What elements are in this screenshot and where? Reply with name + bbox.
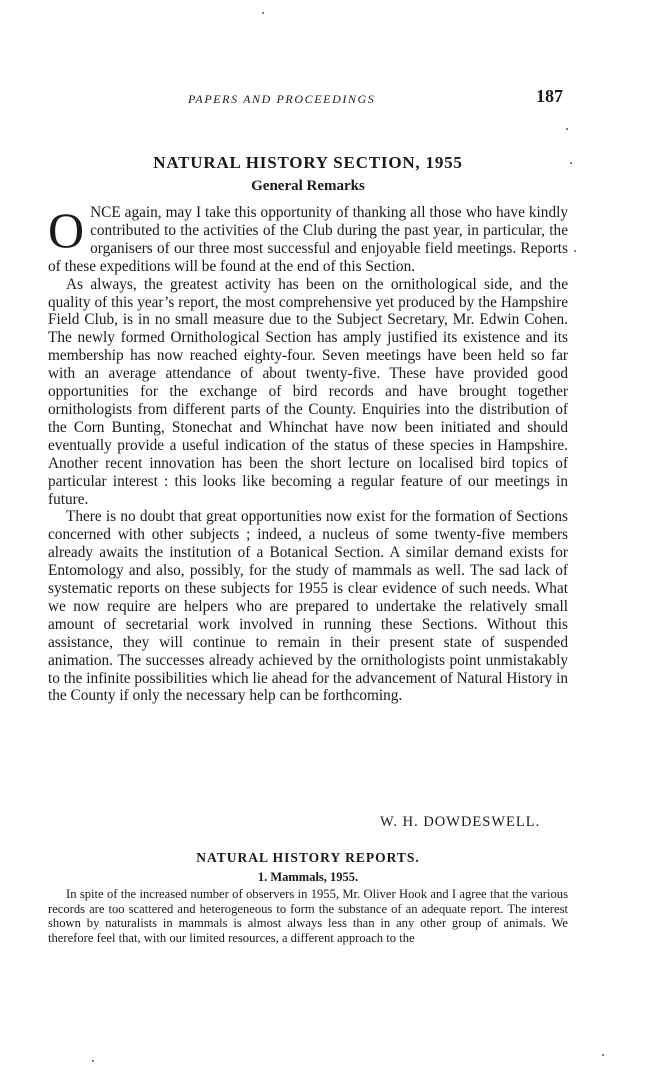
- scan-speck: [92, 1060, 94, 1062]
- reports-title: NATURAL HISTORY REPORTS.: [196, 850, 420, 865]
- reports-paragraph: In spite of the increased number of observers in 1955, Mr. Oliver Hook and I agree that the various records are too scattered and heterogeneous to form the substance of an adequate report. The interest shown by naturalists in mammals is almost always less than in any other group of animals. We therefore feel that, with our limited resources, a different approach to the: [48, 887, 568, 945]
- scan-speck: [262, 12, 264, 14]
- scan-speck: [570, 162, 572, 164]
- drop-cap: O: [48, 202, 85, 258]
- scan-speck: [602, 1054, 604, 1056]
- section-title: NATURAL HISTORY SECTION, 1955: [153, 153, 463, 172]
- section-subtitle: General Remarks: [251, 178, 365, 194]
- running-head: PAPERS AND PROCEEDINGS: [188, 92, 376, 106]
- reports-body: [48, 887, 568, 945]
- page-number: 187: [536, 86, 563, 106]
- paragraph-3: There is no doubt that great opportunities now exist for the formation of Sections concerned with other subjects ; indeed, a nucleus of some twenty-five members already awaits the institution of a Botanical Section. A similar demand exists for Entomology and also, possibly, for the study of mammals as well. The sad lack of systematic reports on these subjects for 1955 is clear evidence of such needs. What we now require are helpers who are prepared to undertake the relatively small amount of secretarial work involved in running these Sections. Without this assistance, they will continue to remain in their present state of suspended animation. The successes already achieved by the ornithologists point unmistakably to the infinite possibilities which lie ahead for the advancement of Natural History in the County if only the necessary help can be forthcoming.: [48, 508, 568, 705]
- paragraph-1-text: NCE again, may I take this opportunity of thanking all those who have kindly contributed to the activities of the Club during the past year, in particular, the organisers of our three most successful and enjoyable field meetings. Reports of these expeditions will be found at the end of this Section.: [48, 204, 568, 275]
- paragraph-1: [48, 204, 568, 276]
- scan-speck: [566, 128, 568, 130]
- scan-speck: [574, 250, 576, 252]
- reports-subtitle: 1. Mammals, 1955.: [257, 870, 359, 884]
- paragraph-2: As always, the greatest activity has been on the ornithological side, and the quality of this year’s report, the most comprehensive yet produced by the Hampshire Field Club, is in no small measure due to the Subject Secretary, Mr. Edwin Cohen. The newly formed Ornithological Section has amply justified its existence and its membership has now reached eighty-four. Seven meetings have been held so far with an average attendance of about twenty-five. These have provided good opportunities for the exchange of bird records and have brought together ornithologists from different parts of the County. Enquiries into the distribution of the Corn Bunting, Stonechat and Whinchat have now been initiated and should eventually provide a useful indication of the status of these species in Hampshire. Another recent innovation has been the short lecture on localised bird topics of particular interest : this looks like becoming a regular feature of our meetings in future.: [48, 275, 568, 508]
- section-body: [48, 204, 568, 705]
- signature: W. H. DOWDESWELL.: [380, 814, 541, 830]
